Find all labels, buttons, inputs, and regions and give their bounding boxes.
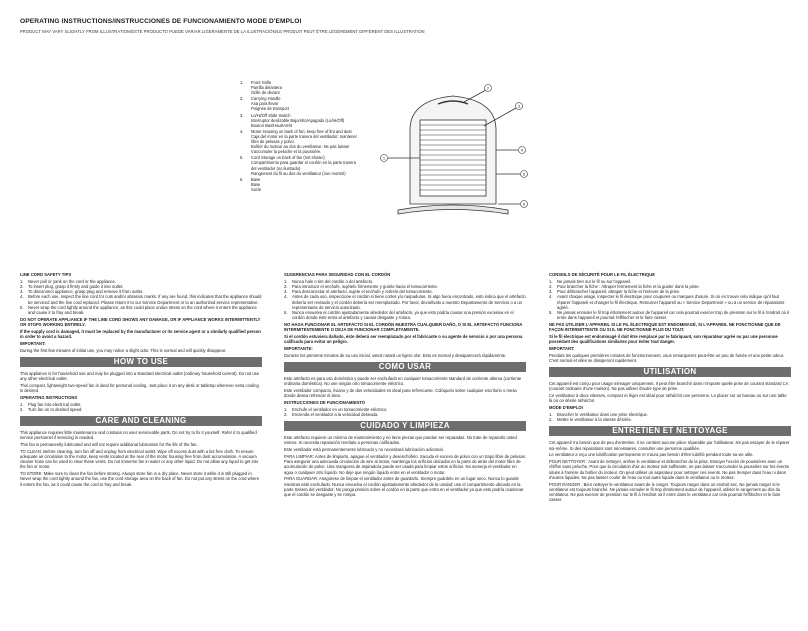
part-label: del ventilador (no ilustrado) [251, 165, 301, 171]
damaged-cord-text: Si el cordón estuviera dañado, éste deberá ser reemplazado por el fabricante o su agente de servicio o por una persona calificada para evitar un peligro. [284, 334, 523, 345]
safety-title: SUGERENCIAS PARA SEGURIDAD CON EL CORDÓN [284, 272, 391, 277]
spanish-column [284, 272, 526, 499]
callout-3: 3 [517, 103, 521, 109]
part-labels [251, 96, 289, 111]
how-to-use-paragraph: This appliance is for household use and may be plugged into a standard electrical outlet (ordinary household current). Do not use any other electrical outlet. [20, 370, 260, 382]
how-to-use-paragraph: This compact, lightweight two-speed fan is ideal for personal cooling. Just place it on any desk or tabletop wherever extra cooling is desired. [20, 382, 259, 394]
list-item-number: 3. [284, 289, 288, 295]
list-item-text: Mettre le ventilateur à la vitesse désirée. [557, 417, 632, 423]
care-paragraph: This fan is permanently lubricated and will not require additional lubrication for the life of the fan. [20, 442, 198, 448]
part-label: Socle [251, 186, 262, 192]
how-to-use-paragraph: Ce ventilateur à deux vitesses, compact et léger est idéal pour rafraîchir une personne. Le placer sur un bureau ou sur une table là où on désire rafraîchir. [549, 393, 787, 404]
part-label: Lo/Hi/Off Slide Switch [251, 112, 291, 118]
list-item [284, 294, 526, 310]
important-text: Durante los primeros minutos de su uso inicial, usted notará un ligero olor. Esto es normal y desaparecerá rápidamente. [284, 352, 507, 358]
safety-list [20, 279, 262, 315]
care-paragraph: This appliance requires little maintenance and contains no user serviceable parts. Do not try to fix it yourself. Refer it to qualified service personnel if servicing is needed. [20, 430, 257, 441]
part-label: Rangement du fil au dos du ventilateur (non montré) [251, 170, 346, 176]
list-item-text: Ne jamais enrouler le fil trop étroitement autour de l'appareil car cela pourrait exercer trop de pression sur le fil à l'endroit où il entre dans l'appareil et pourrait l'effilocher et le faire casser. [557, 310, 790, 321]
list-item-number: 1. [20, 401, 24, 407]
list-item-number: 1. [284, 406, 288, 412]
important-text: Pendant les quelques premières minutes de fonctionnement, vous remarquerez peut-être un peu de fumée et une petite odeur. C'est normal et elles se dissiperont rapidement. [549, 352, 785, 364]
callout-5: 5 [522, 171, 526, 177]
list-item-text: Brancher le ventilateur dans une prise électrique. [557, 412, 649, 418]
list-item-text: Nunca envuelva el cordón ajustadamente alrededor del artefacto, ya que esto podría causar una presión excesiva en el cordón donde éste entra al artefacto y causar desgaste y rotura. [292, 310, 514, 321]
care-paragraph: TO STORE: Make sure to clean the fan before storing. Always store fan in a dry place. Never store it while it is still plugged in. Never wrap the cord tightly around the fan, use the cord storage area on the back of fan. Do not put any stress on the cord where it enters the fan, as it could cause the cord to fray and break. [20, 471, 260, 487]
list-item-text: Nunca hale o tire del cordón o del artefacto. [292, 278, 374, 284]
operating-list [284, 407, 526, 417]
list-item-number: 2. [20, 406, 24, 412]
safety-list [549, 279, 791, 321]
part-labels [251, 80, 282, 95]
part-label: Interruptor deslizable Bajo/Alto/Apagado (Lo/Hi/Off) [251, 117, 345, 123]
english-column [20, 272, 262, 488]
part-label: Bouton Bas/Haut/Arrêt [251, 122, 292, 128]
list-item-text: To insert plug, grasp it firmly and guide it into outlet. [28, 284, 124, 289]
part-number: 3. [240, 112, 244, 118]
list-item-text: Turn fan on to desired speed. [28, 406, 83, 412]
list-item-text: Para desconectar el artefacto, sujete el enchufe y retírelo del tomacorriente. [292, 289, 433, 295]
list-item-number: 5. [284, 310, 288, 316]
important-title: IMPORTANTE: [284, 346, 313, 352]
list-item-number: 2. [284, 412, 288, 418]
operating-title: MODE D'EMPLOI [549, 405, 583, 411]
important-title: IMPORTANT: [20, 340, 46, 346]
part-label: s'accumuler la peluche et la poussière. [251, 149, 322, 155]
list-item-number: 2. [20, 284, 24, 289]
operating-list [20, 402, 262, 412]
list-item-text: Pour débrancher l'appareil, attraper la fiche et l'enlever de la prise. [557, 289, 681, 295]
part-labels [251, 113, 344, 128]
list-item-number: 3. [549, 289, 553, 295]
care-heading: CUIDADO Y LIMPIEZA [284, 421, 526, 431]
callout-2: 2 [486, 85, 490, 91]
list-item [549, 294, 791, 310]
list-item-text: To disconnect appliance, grasp plug and remove it from outlet. [28, 289, 144, 295]
how-to-use-paragraph: Este artefacto es para uso doméstico y puede ser enchufado en cualquier tomacorriente standard de corriente alterna (corriente ordinaria doméstica). No use ningún otro tomacorriente eléctrico. [284, 376, 522, 387]
list-item-text: Before each use, inspect the line cord for cuts and/or abrasion marks. If any are found, this indicates that the appliance should be serviced and the line cord replaced. Please return it to our Service Department or to an authorized service representative. [28, 294, 262, 305]
care-heading: ENTRETIEN ET NETTOYAGE [549, 426, 791, 436]
list-item-text: Pour brancher la fiche : Attraper fermement la fiche et la guider dans la prise. [557, 284, 700, 289]
damaged-cord-text: Si le fil électrique est endommagé il doit être remplacé par le fabriquant, son réparateur agréé ou par une personne possédant des qualifications similaires pour éviter tout danger. [549, 334, 778, 345]
part-label: Base [251, 181, 261, 187]
part-label: Compartimento para guardar el cordón en la parte trasera [251, 160, 356, 166]
list-item [549, 310, 791, 320]
part-label: Carrying Handle [251, 96, 281, 102]
how-to-use-paragraph: Este ventilador compacto, liviano y de dos velocidades es ideal para refrescarse. Colóquelo sobre cualquier escritorio o mesa donde desea refrescar el área. [284, 388, 517, 399]
important-title: IMPORTANT: [549, 346, 575, 352]
how-to-use-paragraph: Cet appareil est conçu pour usage ménager uniquement. Il peut être branché dans n'importe quelle prise de courant standard CA (courant ordinaire d'une maison). Ne pas utiliser d'autre type de prise. [549, 381, 789, 392]
list-item-number: 2. [549, 417, 553, 423]
part-label: Parrilla delantera [251, 85, 282, 91]
care-paragraph: Este artefacto requiere un mínimo de mantenimiento y no tiene piezas que puedan ser reparadas. No trate de repararlo usted mismo. Si necesita reparación remítalo a personas calificadas. [284, 435, 517, 446]
part-number: 2. [240, 96, 244, 102]
operating-title: INSTRUCCIONES DE FUNCIONAMIENTO [284, 400, 366, 406]
part-label: Boîtier du moteur au dos du ventilateur. Ne pas laisser [251, 144, 350, 150]
part-label: Grille de devant [251, 90, 280, 96]
list-item-number: 5. [20, 304, 24, 310]
list-item [20, 407, 262, 412]
part-number: 5. [240, 155, 244, 161]
care-paragraph: Le ventilateur a reçu une lubrification permanente et n'aura pas besoin d'être lubrifié pendant toute sa vie utile. [549, 452, 754, 458]
part-label: Asa para llevar [251, 101, 279, 107]
care-paragraph: Este ventilador está permanentemente lubricado y no necesitará lubricación adicional. [284, 447, 444, 453]
list-item [284, 310, 526, 320]
part-labels [251, 129, 357, 154]
list-item [20, 305, 262, 315]
list-item-number: 1. [284, 278, 288, 284]
list-item [20, 294, 262, 304]
operating-list [549, 412, 791, 422]
list-item-number: 1. [20, 278, 24, 284]
list-item-number: 2. [549, 284, 553, 289]
warning-text: NE PAS UTILISER L'APPAREIL SI LE FIL ÉLECTRIQUE EST ENDOMMAGÉ, SI L'APPAREIL NE FONCTIONNE QUE DE FAÇON INTERMITTENTE OU SI IL NE FONCTIONNE PLUS DU TOUT. [549, 322, 781, 333]
list-item-text: Encienda el ventilador a la velocidad deseada. [292, 412, 379, 418]
part-label: Motor Housing on back of fan; keep free of lint and dust [251, 128, 352, 134]
list-item-text: Never pull or yank on the cord or the appliance. [28, 278, 116, 284]
how-to-use-heading: COMO USAR [284, 362, 526, 372]
safety-list [284, 279, 526, 321]
part-labels [251, 177, 261, 192]
how-to-use-heading: HOW TO USE [20, 357, 262, 367]
callout-1: 1 [382, 155, 386, 161]
list-item-text: Never wrap the cord tightly around the appliance, as this could place undue stress on the cord where it enters the appliance and cause it to fray and break. [28, 304, 257, 316]
part-label: Caja del motor en la parte trasera del ventilador; mantener [251, 133, 358, 139]
safety-title: CONSEILS DE SÉCURITÉ POUR LE FIL ÉLECTRIQUE [549, 272, 656, 277]
part-number: 6. [240, 176, 244, 182]
list-item [549, 417, 791, 422]
warning-text: DO NOT OPERATE APPLIANCE IF THE LINE CORD SHOWS ANY DAMAGE, OR IF APPLIANCE WORKS INTERMITTENTLY OR STOPS WORKING ENTIRELY. [20, 316, 261, 328]
part-label: Poignée de transport [251, 106, 290, 112]
list-item-number: 1. [549, 278, 553, 284]
fan-illustration [368, 78, 553, 218]
care-paragraph: Cet appareil n'a besoin que de peu d'entretien. Il ne contient aucune pièce réparable par l'utilisateur. Ne pas essayer de le réparer soi-même. Si des réparations sont nécessaires, consulter une personne qualifiée. [549, 440, 790, 451]
list-item-text: Ne jamais tirer sur le fil ou sur l'appareil. [557, 278, 632, 284]
care-paragraph: TO CLEAN: Before cleaning, turn fan off and unplug from electrical outlet. Wipe off excess dust with a lint free cloth. To ensure adequate air circulation to the motor, keep vents located at the rear of the motor housing free from dust accumulation. A vacuum cleaner hose can be used to clear these vents. Do not immerse fan in water or any other liquid. Do not allow any liquid to get into the fan or motor. [20, 448, 259, 470]
part-labels [251, 155, 356, 175]
list-item-number: 2. [284, 284, 288, 289]
safety-title: LINE CORD SAFETY TIPS [20, 272, 72, 277]
list-item-text: Enchufe el ventilador en un tomacorriente eléctrico. [292, 406, 388, 412]
operating-title: OPERATING INSTRUCTIONS [20, 394, 78, 400]
list-item-number: 3. [20, 289, 24, 295]
list-item-text: Antes de cada uso, inspeccione el cordón si tiene cortes y/o raspaduras. Si algo fuera encontrado, esto indica que el artefacto debería ser revisado y el cordón debería ser reemplazado. Por favor, devuélvalo a nuestro Departamento de Servicio o a un representante de servicio autorizado. [292, 294, 526, 310]
list-item-number: 1. [549, 412, 553, 418]
care-paragraph: PARA GUARDAR: Asegúrese de limpiar el ventilador antes de guardarlo. Siempre guárdelo en un lugar seco. Nunca lo guarde mientras esté enchufado. Nunca envuelva el cordón ajustadamente alrededor de la unidad; use el compartimento ubicado en la parte trasera del ventilador. No ponga presión sobre el cordón en la parte que entra en el ventilador ya que esto podría ocasionar que el cordón se desgaste y se rompa. [284, 476, 524, 498]
care-heading: CARE AND CLEANING [20, 416, 262, 426]
callout-6: 6 [522, 201, 526, 207]
list-item-text: Plug fan into electrical outlet. [28, 401, 82, 407]
part-label: Front Grille [251, 80, 272, 85]
care-paragraph: PARA LIMPIAR: Antes de limpiarlo, apague el ventilador y desenchúfelo. Sacuda el exceso de polvo con un trapo libre de pelusas. Para asegurar una adecuada circulación de aire al motor, mantenga los orificios ubicados en la parte de atrás del motor libre de acumulación de polvo. Una manguera de aspiradora puede ser usada para limpiar estos orificios. No sumerja el ventilador en agua o cualquier otro líquido. No deje que ningún líquido entre en el ventilador o motor. [284, 454, 527, 475]
callout-4: 4 [520, 147, 524, 153]
list-item-text: Para introducir el enchufe, sujételo firmemente y guíelo hacia el tomacorriente. [292, 284, 438, 289]
part-number: 4. [240, 128, 244, 134]
list-item-number: 4. [20, 294, 24, 300]
french-column [549, 272, 791, 504]
document-title: OPERATING INSTRUCTIONS/INSTRUCCIONES DE FUNCIONAMIENTO MODE D'EMPLOI [20, 18, 302, 25]
part-label: libre de pelusas y polvo [251, 139, 294, 145]
how-to-use-heading: UTILISATION [549, 367, 791, 377]
part-label: Cord Storage on back of fan (not shown) [251, 155, 325, 161]
list-item-text: Avant chaque usage, inspecter le fil électrique pour coupures ou marques d'usure. Si on en trouve cela indique qu'il faut réparer l'appareil et changer le fil électrique. Retourner l'appareil au « Service Department » ou à un service de réparations agréé. [557, 294, 785, 310]
damaged-cord-text: If the supply cord is damaged, it must be replaced by the manufacturer or its service agent or a similarly qualified person in order to avoid a hazard. [20, 328, 261, 340]
list-item-number: 4. [549, 294, 553, 300]
important-text: During the first few minutes of initial use, you may notice a slight odor. This is normal and will quickly disappear. [20, 347, 227, 353]
warning-text: NO HAGA FUNCIONAR EL ARTEFACTO SI EL CORDÓN MUESTRA CUALQUIER DAÑO, O SI EL ARTEFACTO FUNCIONA INTERMITENTEMENTE O DEJA DE FUNCIONAR COMPLETAMENTE. [284, 322, 523, 333]
document-subtitle: PRODUCT MAY VARY SLIGHTLY FROM ILLUSTRATION/ESTE PRODUCTO PUEDE VARIAR LIGERAMENTE DE LA ILUSTRACIÓN/LE PRODUIT PEUT ÊTRE LÉGÈREMENT DIFFÉRENT DES ILLUSTRATION [20, 29, 425, 34]
part-number: 1. [240, 80, 244, 85]
care-paragraph: POUR NETTOYER : Avant de nettoyer, arrêter le ventilateur et débrancher de la prise. Essuyer l'excès de poussières avec un chiffon sans peluche. Pour que la circulation d'air au moteur soit suffisante, ne pas laisser s'accumuler la poussière sur les évents situés à l'arrière du boîtier du moteur. On peut utiliser un aspirateur pour nettoyer ces évents. Ne pas tremper dans l'eau ni dans d'autres liquides. Ne pas laisser couler de l'eau ou tout autre liquide dans le ventilateur ou le moteur. [549, 459, 789, 480]
care-paragraph: POUR RANGER : Bien nettoyer le ventilateur avant de le ranger. Toujours ranger dans un endroit sec. Ne jamais ranger si le ventilateur est toujours branché. Ne jamais enrouler le fil trop étroitement autour de l'appareil, utiliser le rangement au dos du ventilateur. Ne pas exercer de pression sur le fil à l'endroit où il entre dans le ventilateur car cela pourrait l'effilocher et le faire casser. [549, 481, 781, 503]
part-label: Base [251, 176, 261, 182]
list-item-number: 5. [549, 310, 553, 316]
list-item [284, 412, 526, 417]
list-item-number: 4. [284, 294, 288, 300]
